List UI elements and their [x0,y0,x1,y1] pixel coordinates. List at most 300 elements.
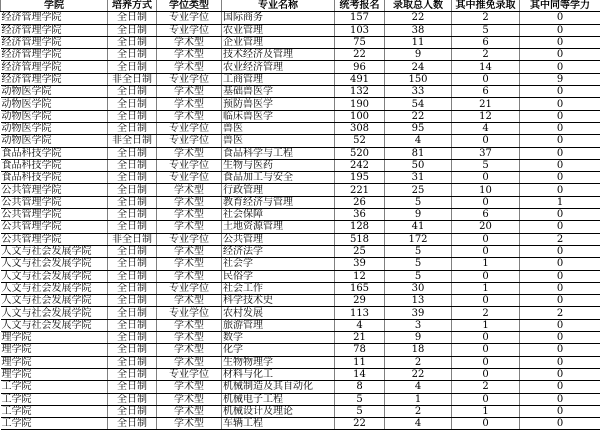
major-name-cell: 生物与医药 [222,159,335,171]
degree-type-cell: 学术型 [157,295,222,307]
study-mode-cell: 全日制 [108,418,157,430]
study-mode-cell: 全日制 [108,405,157,417]
study-mode-cell: 全日制 [108,147,157,159]
degree-type-cell: 学术型 [157,356,222,368]
study-mode-cell: 全日制 [108,196,157,208]
exam-applicants-cell: 5 [335,405,385,417]
equivalent-admitted-cell: 0 [520,295,600,307]
total-admitted-cell: 4 [385,381,452,393]
table-row [1,209,600,221]
major-name-cell: 工商管理 [222,73,335,85]
exam-applicants-cell: 491 [335,73,385,85]
study-mode-cell: 全日制 [108,344,157,356]
equivalent-admitted-cell: 0 [520,332,600,344]
equivalent-admitted-cell: 2 [520,307,600,319]
total-admitted-cell: 150 [385,73,452,85]
table-row [1,159,600,171]
recommended-admitted-cell: 10 [452,184,520,196]
study-mode-cell: 全日制 [108,282,157,294]
table-row [1,295,600,307]
degree-type-cell: 专业学位 [157,307,222,319]
equivalent-admitted-cell: 0 [520,356,600,368]
degree-type-cell: 学术型 [157,36,222,48]
college-cell: 动物医学院 [1,86,108,98]
study-mode-cell: 全日制 [108,61,157,73]
degree-type-cell: 学术型 [157,405,222,417]
exam-applicants-cell: 242 [335,159,385,171]
table-row [1,319,600,331]
major-name-cell: 企业管理 [222,36,335,48]
table-row [1,147,600,159]
equivalent-admitted-cell: 0 [520,12,600,24]
college-cell: 理学院 [1,368,108,380]
major-name-cell: 科学技术史 [222,295,335,307]
total-admitted-cell: 33 [385,86,452,98]
header-exam-applicants: 统考报名 [335,0,385,12]
major-name-cell: 食品加工与安全 [222,172,335,184]
recommended-admitted-cell: 0 [452,196,520,208]
study-mode-cell: 全日制 [108,36,157,48]
equivalent-admitted-cell: 0 [520,221,600,233]
total-admitted-cell: 3 [385,319,452,331]
study-mode-cell: 非全日制 [108,233,157,245]
degree-type-cell: 学术型 [157,381,222,393]
study-mode-cell: 全日制 [108,295,157,307]
equivalent-admitted-cell: 0 [520,381,600,393]
degree-type-cell: 学术型 [157,418,222,430]
major-name-cell: 社会学 [222,258,335,270]
college-cell: 动物医学院 [1,135,108,147]
equivalent-admitted-cell: 0 [520,110,600,122]
exam-applicants-cell: 14 [335,368,385,380]
degree-type-cell: 学术型 [157,258,222,270]
study-mode-cell: 非全日制 [108,135,157,147]
exam-applicants-cell: 26 [335,196,385,208]
college-cell: 人文与社会发展学院 [1,319,108,331]
total-admitted-cell: 38 [385,24,452,36]
study-mode-cell: 全日制 [108,98,157,110]
equivalent-admitted-cell: 0 [520,98,600,110]
recommended-admitted-cell: 0 [452,135,520,147]
college-cell: 人文与社会发展学院 [1,258,108,270]
total-admitted-cell: 9 [385,332,452,344]
equivalent-admitted-cell: 0 [520,159,600,171]
college-cell: 工学院 [1,381,108,393]
equivalent-admitted-cell: 0 [520,172,600,184]
recommended-admitted-cell: 2 [452,12,520,24]
total-admitted-cell: 5 [385,245,452,257]
table-row [1,196,600,208]
degree-type-cell: 学术型 [157,184,222,196]
exam-applicants-cell: 308 [335,122,385,134]
college-cell: 公共管理学院 [1,196,108,208]
recommended-admitted-cell: 4 [452,122,520,134]
table-row [1,393,600,405]
college-cell: 公共管理学院 [1,221,108,233]
college-cell: 公共管理学院 [1,233,108,245]
college-cell: 动物医学院 [1,110,108,122]
study-mode-cell: 全日制 [108,184,157,196]
header-college: 学院 [1,0,108,12]
table-row [1,245,600,257]
college-cell: 人文与社会发展学院 [1,282,108,294]
study-mode-cell: 全日制 [108,221,157,233]
total-admitted-cell: 9 [385,209,452,221]
total-admitted-cell: 31 [385,172,452,184]
total-admitted-cell: 95 [385,122,452,134]
study-mode-cell: 全日制 [108,245,157,257]
college-cell: 经济管理学院 [1,49,108,61]
study-mode-cell: 全日制 [108,12,157,24]
degree-type-cell: 学术型 [157,270,222,282]
major-name-cell: 国际商务 [222,12,335,24]
college-cell: 食品科技学院 [1,159,108,171]
exam-applicants-cell: 22 [335,49,385,61]
major-name-cell: 机械制造及其自动化 [222,381,335,393]
total-admitted-cell: 30 [385,282,452,294]
equivalent-admitted-cell: 0 [520,36,600,48]
degree-type-cell: 专业学位 [157,24,222,36]
total-admitted-cell: 54 [385,98,452,110]
table-row [1,172,600,184]
degree-type-cell: 专业学位 [157,233,222,245]
header-equivalent-admitted: 其中同等学力 [520,0,600,12]
major-name-cell: 农村发展 [222,307,335,319]
exam-applicants-cell: 22 [335,418,385,430]
table-row [1,344,600,356]
study-mode-cell: 全日制 [108,110,157,122]
header-total-admitted: 录取总人数 [385,0,452,12]
table-row [1,12,600,24]
major-name-cell: 机械电子工程 [222,393,335,405]
header-degree-type: 学位类型 [157,0,222,12]
table-row [1,233,600,245]
total-admitted-cell: 172 [385,233,452,245]
exam-applicants-cell: 113 [335,307,385,319]
major-name-cell: 食品科学与工程 [222,147,335,159]
table-row [1,356,600,368]
exam-applicants-cell: 21 [335,332,385,344]
equivalent-admitted-cell: 0 [520,245,600,257]
major-name-cell: 数学 [222,332,335,344]
recommended-admitted-cell: 0 [452,295,520,307]
college-cell: 经济管理学院 [1,73,108,85]
major-name-cell: 预防兽医学 [222,98,335,110]
college-cell: 工学院 [1,418,108,430]
table-row [1,110,600,122]
equivalent-admitted-cell: 0 [520,258,600,270]
college-cell: 公共管理学院 [1,209,108,221]
degree-type-cell: 学术型 [157,393,222,405]
equivalent-admitted-cell: 0 [520,270,600,282]
college-cell: 经济管理学院 [1,12,108,24]
college-cell: 经济管理学院 [1,61,108,73]
total-admitted-cell: 1 [385,393,452,405]
table-row [1,73,600,85]
equivalent-admitted-cell: 2 [520,233,600,245]
equivalent-admitted-cell: 0 [520,405,600,417]
major-name-cell: 生物物理学 [222,356,335,368]
college-cell: 人文与社会发展学院 [1,270,108,282]
recommended-admitted-cell: 2 [452,307,520,319]
recommended-admitted-cell: 0 [452,418,520,430]
exam-applicants-cell: 190 [335,98,385,110]
degree-type-cell: 学术型 [157,332,222,344]
recommended-admitted-cell: 14 [452,61,520,73]
recommended-admitted-cell: 20 [452,221,520,233]
total-admitted-cell: 4 [385,418,452,430]
recommended-admitted-cell: 0 [452,368,520,380]
exam-applicants-cell: 128 [335,221,385,233]
exam-applicants-cell: 96 [335,61,385,73]
exam-applicants-cell: 52 [335,135,385,147]
equivalent-admitted-cell: 0 [520,184,600,196]
degree-type-cell: 学术型 [157,344,222,356]
table-row [1,86,600,98]
exam-applicants-cell: 39 [335,258,385,270]
study-mode-cell: 全日制 [108,270,157,282]
total-admitted-cell: 5 [385,258,452,270]
header-row [1,0,600,12]
college-cell: 经济管理学院 [1,36,108,48]
study-mode-cell: 全日制 [108,172,157,184]
college-cell: 动物医学院 [1,98,108,110]
major-name-cell: 机械设计及理论 [222,405,335,417]
total-admitted-cell: 22 [385,368,452,380]
degree-type-cell: 专业学位 [157,122,222,134]
recommended-admitted-cell: 2 [452,381,520,393]
recommended-admitted-cell: 5 [452,24,520,36]
study-mode-cell: 全日制 [108,258,157,270]
table-row [1,61,600,73]
equivalent-admitted-cell: 0 [520,209,600,221]
exam-applicants-cell: 132 [335,86,385,98]
equivalent-admitted-cell: 0 [520,319,600,331]
college-cell: 动物医学院 [1,122,108,134]
exam-applicants-cell: 75 [335,36,385,48]
total-admitted-cell: 2 [385,405,452,417]
college-cell: 经济管理学院 [1,24,108,36]
exam-applicants-cell: 25 [335,245,385,257]
college-cell: 人文与社会发展学院 [1,245,108,257]
exam-applicants-cell: 5 [335,393,385,405]
major-name-cell: 行政管理 [222,184,335,196]
degree-type-cell: 学术型 [157,86,222,98]
exam-applicants-cell: 157 [335,12,385,24]
major-name-cell: 农业经济管理 [222,61,335,73]
total-admitted-cell: 22 [385,110,452,122]
recommended-admitted-cell: 1 [452,282,520,294]
study-mode-cell: 全日制 [108,159,157,171]
recommended-admitted-cell: 1 [452,405,520,417]
total-admitted-cell: 50 [385,159,452,171]
recommended-admitted-cell: 0 [452,393,520,405]
study-mode-cell: 非全日制 [108,73,157,85]
equivalent-admitted-cell: 0 [520,344,600,356]
table-row [1,221,600,233]
recommended-admitted-cell: 1 [452,319,520,331]
major-name-cell: 兽医 [222,135,335,147]
exam-applicants-cell: 103 [335,24,385,36]
exam-applicants-cell: 4 [335,319,385,331]
college-cell: 理学院 [1,332,108,344]
table-row [1,307,600,319]
college-cell: 工学院 [1,405,108,417]
college-cell: 理学院 [1,356,108,368]
recommended-admitted-cell: 12 [452,110,520,122]
equivalent-admitted-cell: 0 [520,61,600,73]
recommended-admitted-cell: 5 [452,159,520,171]
recommended-admitted-cell: 0 [452,73,520,85]
exam-applicants-cell: 518 [335,233,385,245]
table-row [1,258,600,270]
major-name-cell: 公共管理 [222,233,335,245]
equivalent-admitted-cell: 0 [520,135,600,147]
table-row [1,418,600,430]
exam-applicants-cell: 11 [335,356,385,368]
equivalent-admitted-cell: 0 [520,368,600,380]
study-mode-cell: 全日制 [108,381,157,393]
recommended-admitted-cell: 1 [452,258,520,270]
degree-type-cell: 专业学位 [157,159,222,171]
recommended-admitted-cell: 6 [452,86,520,98]
major-name-cell: 临床兽医学 [222,110,335,122]
total-admitted-cell: 18 [385,344,452,356]
exam-applicants-cell: 36 [335,209,385,221]
major-name-cell: 农业管理 [222,24,335,36]
major-name-cell: 材料与化工 [222,368,335,380]
total-admitted-cell: 22 [385,12,452,24]
major-name-cell: 化学 [222,344,335,356]
study-mode-cell: 全日制 [108,209,157,221]
total-admitted-cell: 4 [385,135,452,147]
equivalent-admitted-cell: 0 [520,282,600,294]
degree-type-cell: 学术型 [157,61,222,73]
major-name-cell: 车辆工程 [222,418,335,430]
degree-type-cell: 学术型 [157,196,222,208]
table-row [1,184,600,196]
exam-applicants-cell: 520 [335,147,385,159]
college-cell: 理学院 [1,344,108,356]
exam-applicants-cell: 78 [335,344,385,356]
college-cell: 食品科技学院 [1,147,108,159]
study-mode-cell: 全日制 [108,307,157,319]
exam-applicants-cell: 8 [335,381,385,393]
degree-type-cell: 专业学位 [157,12,222,24]
degree-type-cell: 学术型 [157,319,222,331]
degree-type-cell: 专业学位 [157,73,222,85]
study-mode-cell: 全日制 [108,332,157,344]
exam-applicants-cell: 221 [335,184,385,196]
table-row [1,270,600,282]
exam-applicants-cell: 29 [335,295,385,307]
major-name-cell: 兽医 [222,122,335,134]
table-row [1,122,600,134]
major-name-cell: 旅游管理 [222,319,335,331]
total-admitted-cell: 2 [385,356,452,368]
study-mode-cell: 全日制 [108,24,157,36]
exam-applicants-cell: 12 [335,270,385,282]
degree-type-cell: 学术型 [157,221,222,233]
equivalent-admitted-cell: 0 [520,24,600,36]
recommended-admitted-cell: 0 [452,344,520,356]
total-admitted-cell: 81 [385,147,452,159]
equivalent-admitted-cell: 0 [520,86,600,98]
total-admitted-cell: 41 [385,221,452,233]
equivalent-admitted-cell: 9 [520,73,600,85]
study-mode-cell: 全日制 [108,122,157,134]
degree-type-cell: 学术型 [157,98,222,110]
total-admitted-cell: 24 [385,61,452,73]
study-mode-cell: 全日制 [108,356,157,368]
recommended-admitted-cell: 0 [452,245,520,257]
degree-type-cell: 学术型 [157,245,222,257]
degree-type-cell: 专业学位 [157,135,222,147]
major-name-cell: 经济法学 [222,245,335,257]
study-mode-cell: 全日制 [108,86,157,98]
study-mode-cell: 全日制 [108,393,157,405]
major-name-cell: 民俗学 [222,270,335,282]
equivalent-admitted-cell: 0 [520,418,600,430]
major-name-cell: 基础兽医学 [222,86,335,98]
study-mode-cell: 全日制 [108,319,157,331]
table-row [1,381,600,393]
total-admitted-cell: 9 [385,49,452,61]
total-admitted-cell: 39 [385,307,452,319]
equivalent-admitted-cell: 0 [520,147,600,159]
recommended-admitted-cell: 0 [452,270,520,282]
table-row [1,49,600,61]
header-major-name: 专业名称 [222,0,335,12]
study-mode-cell: 全日制 [108,368,157,380]
degree-type-cell: 学术型 [157,110,222,122]
table-row [1,368,600,380]
major-name-cell: 技术经济及管理 [222,49,335,61]
table-row [1,332,600,344]
total-admitted-cell: 13 [385,295,452,307]
exam-applicants-cell: 195 [335,172,385,184]
exam-applicants-cell: 100 [335,110,385,122]
equivalent-admitted-cell: 0 [520,393,600,405]
college-cell: 人文与社会发展学院 [1,307,108,319]
recommended-admitted-cell: 6 [452,36,520,48]
equivalent-admitted-cell: 1 [520,196,600,208]
exam-applicants-cell: 165 [335,282,385,294]
major-name-cell: 土地资源管理 [222,221,335,233]
major-name-cell: 社会工作 [222,282,335,294]
total-admitted-cell: 25 [385,184,452,196]
degree-type-cell: 学术型 [157,209,222,221]
degree-type-cell: 学术型 [157,49,222,61]
recommended-admitted-cell: 21 [452,98,520,110]
recommended-admitted-cell: 0 [452,356,520,368]
table-row [1,24,600,36]
table-row [1,98,600,110]
major-name-cell: 教育经济与管理 [222,196,335,208]
degree-type-cell: 专业学位 [157,282,222,294]
table-body [1,12,600,430]
recommended-admitted-cell: 37 [452,147,520,159]
recommended-admitted-cell: 0 [452,332,520,344]
degree-type-cell: 学术型 [157,147,222,159]
table-row [1,405,600,417]
total-admitted-cell: 5 [385,270,452,282]
degree-type-cell: 专业学位 [157,172,222,184]
header-study-mode: 培养方式 [108,0,157,12]
table-row [1,282,600,294]
study-mode-cell: 全日制 [108,49,157,61]
equivalent-admitted-cell: 0 [520,49,600,61]
